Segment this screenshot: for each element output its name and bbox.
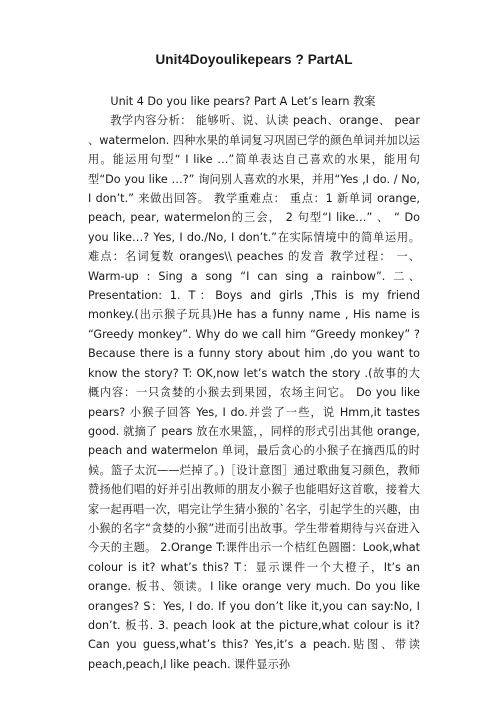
- document-body: [88, 92, 420, 674]
- lesson-content-paragraph: 教学内容分析： 能够听、说、认读 peach、orange、 pear 、watermelon. 四种水果的单词复习巩固已学的颜色单词并加以运用。能运用句型“ I like …”简单表达自己喜欢的水果，能用句型“Do you like …?” 询问别人喜欢的水果，并用“Yes ,I do. / No, I don’t.” 来做出回答。 教学重难点： 重点：1 新单词 orange, peach, pear, watermelon的三会， 2 句型“I like…” 、 “ Do you like…? Yes, I do./No, I don’t.”在实际情境中的简单运用。 难点：名词复数 oranges\\ peaches 的发音 教学过程： 一、 Warm-up : Sing a song “I can sing a rainbow”. 二、Presentation: 1. T：Boys and girls ,This is my friend monkey.(出示猴子玩具)He has a funny name , His name is “Greedy monkey”. Why do we call him “Greedy monkey” ? Because there is a funny story about him ,do you want to know the story? T: OK,now let’s watch the story .(故事的大概内容：一只贪婪的小猴去到果园，农场主问它。 Do you like pears? 小猴子回答 Yes, I do.并尝了一些，说 Hmm,it tastes good. 就摘了 pears 放在水果篮，，同样的形式引出其他 orange, peach and watermelon 单词，最后贪心的小猴子在摘西瓜的时候。篮子太沉——烂掉了。)［设计意图］通过歌曲复习颜色，教师赞扬他们唱的好并引出教师的朋友小猴子也能唱好这首歌，接着大家一起再唱一次，唱完让学生猜小猴的`名字，引起学生的兴趣，由小猴的名字“贪婪的小猴”进而引出故事。学生带着期待与兴奋进入今天的主题。 2.Orange T:课件出示一个桔红色圆圈：Look,what colour is it? what’s this? T：显示课件一个大橙子，It’s an orange. 板书、领读。I like orange very much. Do you like oranges? S：Yes, I do. If you don’t like it,you can say:No, I don’t. 板书. 3. peach look at the picture,what colour is it? Can you guess,what’s this? Yes,it’s a peach.贴图、带读 peach,peach,I like peach. 课件显示孙: [88, 114, 420, 671]
- lesson-heading-paragraph: Unit 4 Do you like pears? Part A Let’s learn 教案: [110, 95, 376, 108]
- document-title: Unit4Doyoulikepears ? PartAL: [155, 52, 353, 67]
- document-page: [88, 0, 420, 702]
